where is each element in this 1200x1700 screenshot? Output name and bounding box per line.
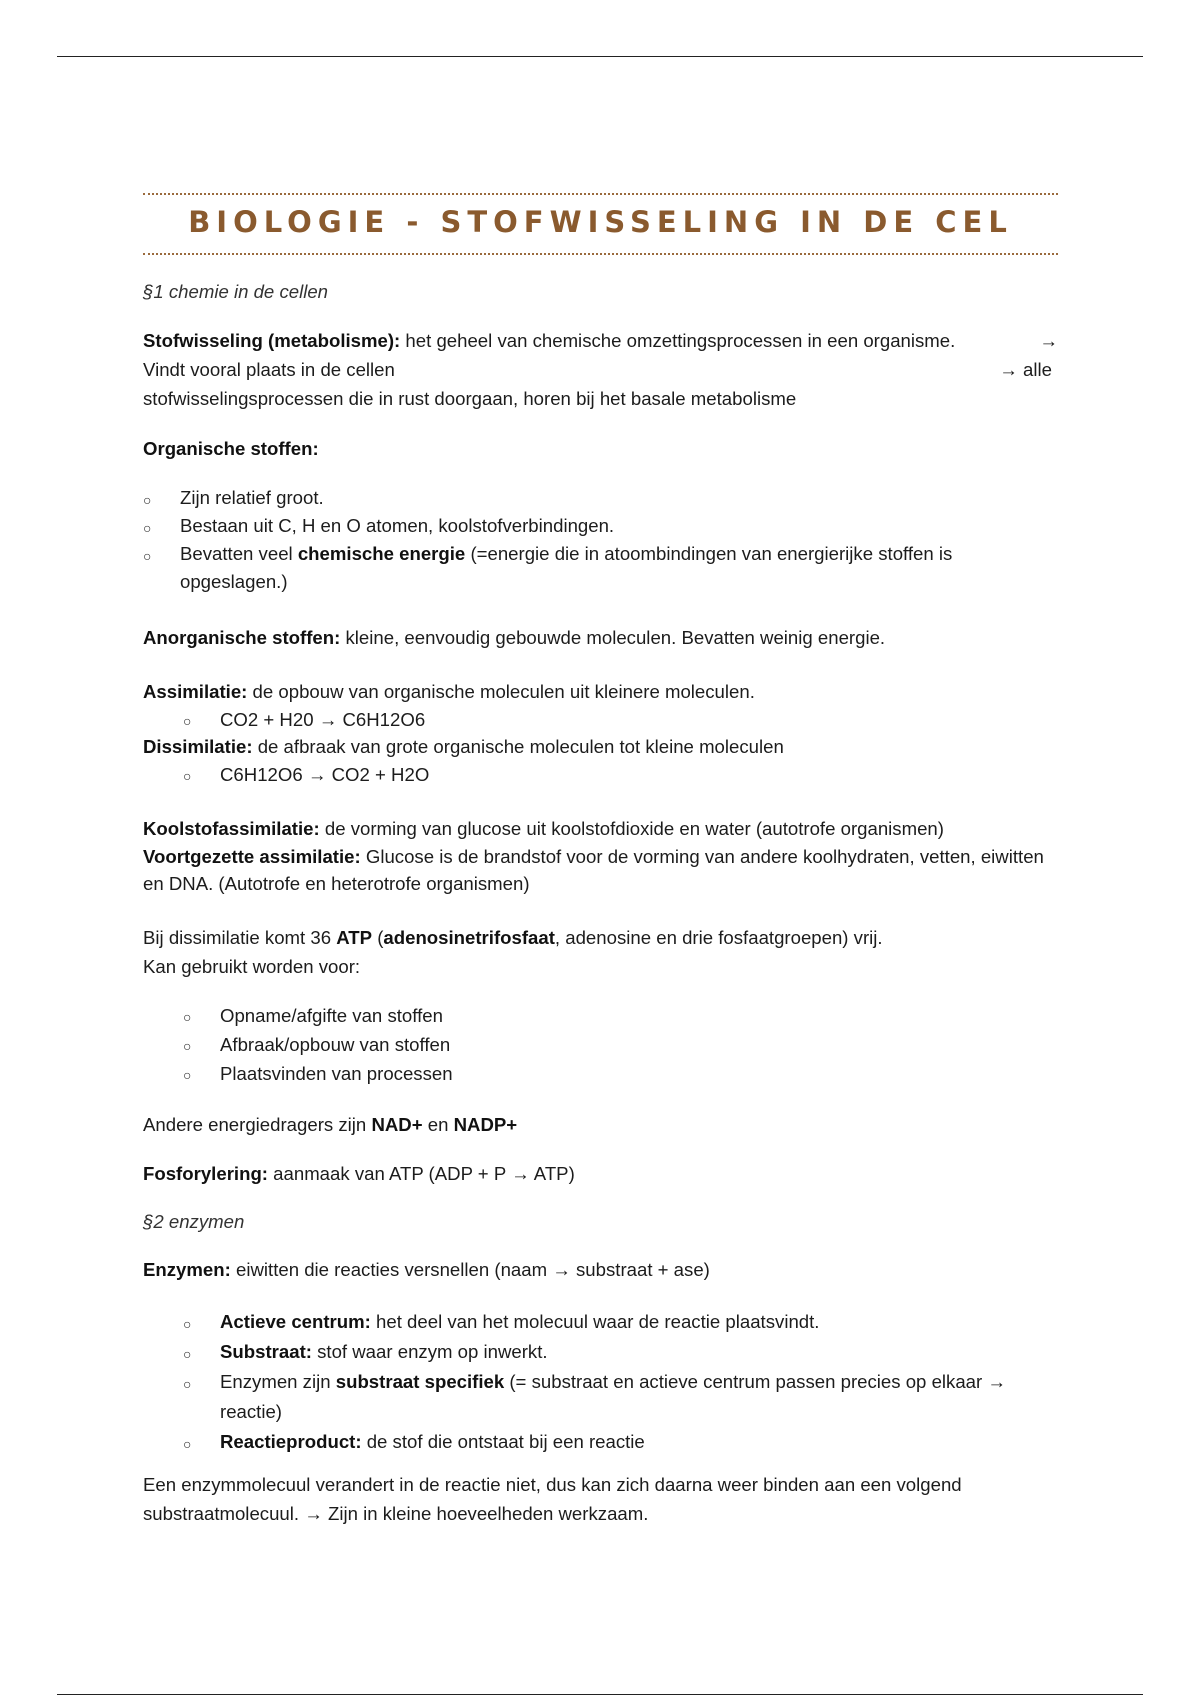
list-item: ○ Bevatten veel chemische energie (=energie die in atoombindingen van energierijke stoffen is opgeslagen.) <box>143 540 1058 596</box>
enzym-list <box>143 1307 1058 1457</box>
arrow-icon: → <box>318 708 338 730</box>
arrow-icon: → <box>304 1503 323 1524</box>
voortgezet-line: Voortgezette assimilatie: Glucose is de brandstof voor de vorming van andere koolhydraten, vetten, eiwitten en DNA. (Autotrofe en heterotrofe organismen) <box>143 845 1044 894</box>
stofwisseling-paragraph <box>143 326 1058 413</box>
anorganisch-paragraph: Anorganische stoffen: kleine, eenvoudig gebouwde moleculen. Bevatten weinig energie. <box>143 627 886 648</box>
assimilatie-block <box>143 678 1058 788</box>
slot-paragraph: Een enzymmolecuul verandert in de reactie niet, dus kan zich daarna weer binden aan een volgend substraatmolecuul. → Zijn in kleine hoeveelheden werkzaam. <box>143 1474 962 1524</box>
list-item: ○ Plaatsvinden van processen <box>143 1059 1058 1088</box>
list-item: ○ Actieve centrum: het deel van het molecuul waar de reactie plaatsvindt. <box>183 1307 1058 1337</box>
list-item: ○ Bestaan uit C, H en O atomen, koolstofverbindingen. <box>143 512 1058 540</box>
list-item: ○ Reactieproduct: de stof die ontstaat bij een reactie <box>183 1427 1058 1457</box>
assimilatie-formula-list <box>143 706 1058 734</box>
title-box <box>143 193 1058 255</box>
enzymen-paragraph: Enzymen: eiwitten die reacties versnellen (naam → substraat + ase) <box>143 1259 710 1280</box>
koolstof-block <box>143 815 1058 898</box>
atp-line-2: Kan gebruikt worden voor: <box>143 955 361 977</box>
organisch-list <box>143 484 1058 596</box>
stofwisseling-line-3: stofwisselingsprocessen die in rust doorgaan, horen bij het basale metabolisme <box>143 388 797 409</box>
list-item: ○ Afbraak/opbouw van stoffen <box>143 1030 1058 1059</box>
atp-block <box>143 924 1058 981</box>
list-item: ○ Opname/afgifte van stoffen <box>143 1001 1058 1030</box>
arrow-icon: → <box>511 1163 530 1184</box>
atp-uses-list <box>143 1001 1058 1088</box>
energiedragers-paragraph: Andere energiedragers zijn NAD+ en NADP+ <box>143 1114 518 1135</box>
dissimilatie-line: Dissimilatie: de afbraak van grote organische moleculen tot kleine moleculen <box>143 736 784 757</box>
atp-line: Bij dissimilatie komt 36 ATP (adenosinetrifosfaat, adenosine en drie fosfaatgroepen) vrij. <box>143 927 883 948</box>
koolstof-line: Koolstofassimilatie: de vorming van glucose uit koolstofdioxide en water (autotrofe organismen) <box>143 818 944 839</box>
stofwisseling-line-1: Stofwisseling (metabolisme): het geheel van chemische omzettingsprocessen in een organisme. → <box>143 326 1058 355</box>
organisch-heading: Organische stoffen: <box>143 438 319 459</box>
list-item: ○ Enzymen zijn substraat specifiek (= substraat en actieve centrum passen precies op elkaar → reactie) <box>183 1367 1058 1427</box>
arrow-icon: → <box>1039 330 1058 351</box>
fosforylering-paragraph: Fosforylering: aanmaak van ATP (ADP + P → ATP) <box>143 1163 575 1184</box>
header-rule <box>57 56 1143 57</box>
arrow-icon: → <box>552 1259 571 1280</box>
arrow-icon: → <box>307 763 327 785</box>
footer-rule <box>57 1694 1143 1695</box>
assimilatie-line: Assimilatie: de opbouw van organische moleculen uit kleinere moleculen. <box>143 681 755 702</box>
section-heading-1: §1 chemie in de cellen <box>143 281 329 302</box>
stofwisseling-line-2: Vindt vooral plaats in de cellen → alle <box>143 359 1052 380</box>
page-title: BIOLOGIE - STOFWISSELING IN DE CEL <box>188 205 1013 239</box>
section-heading-2: §2 enzymen <box>143 1211 245 1232</box>
dissimilatie-formula-list <box>143 761 1058 789</box>
list-item: ○ Zijn relatief groot. <box>143 484 1058 512</box>
list-item: ○ C6H12O6 → CO2 + H2O <box>143 761 1058 789</box>
list-item: ○ CO2 + H20 → C6H12O6 <box>143 706 1058 734</box>
arrow-icon: → <box>999 359 1018 380</box>
list-item: ○ Substraat: stof waar enzym op inwerkt. <box>183 1337 1058 1367</box>
